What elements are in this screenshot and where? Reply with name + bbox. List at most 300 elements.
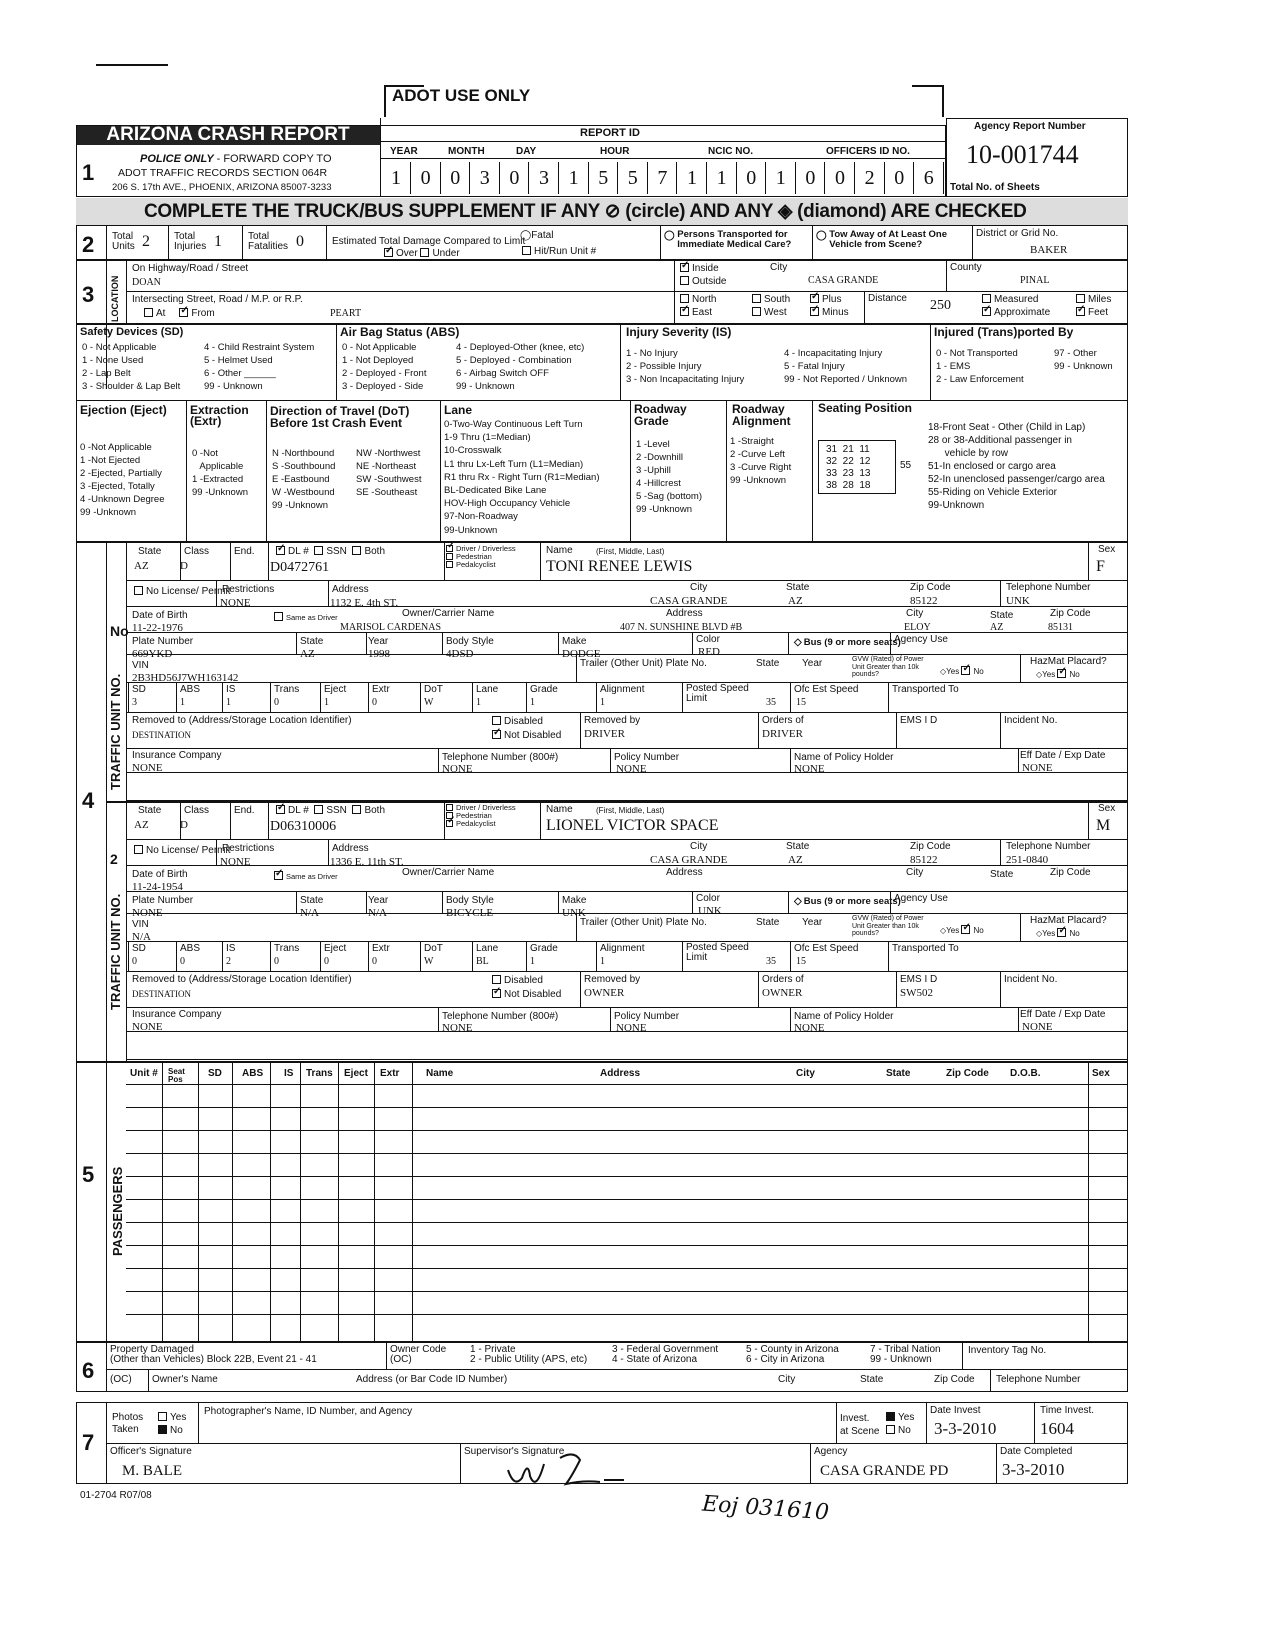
passenger-table — [126, 1062, 1128, 1342]
telephone-800[interactable]: NONE — [442, 763, 473, 775]
total-units-label: Total Units — [112, 231, 135, 252]
disabled-checkbox[interactable] — [492, 716, 501, 725]
vehicle-year[interactable]: N/A — [368, 907, 387, 919]
driver-state[interactable]: AZ — [788, 595, 803, 607]
passenger-header-is: IS — [284, 1068, 294, 1079]
make[interactable]: UNK — [562, 907, 586, 919]
hour-label: HOUR — [600, 146, 630, 157]
dot-code[interactable]: W — [424, 697, 434, 708]
report-id-digit: 6 — [915, 162, 944, 194]
miles-checkbox[interactable] — [1076, 294, 1085, 303]
transported-title: Injured (Trans)ported By — [934, 325, 1074, 339]
passenger-header-seat-pos: Seat Pos — [168, 1067, 185, 1084]
driver-checkbox[interactable] — [446, 804, 453, 811]
same-as-driver-checkbox[interactable] — [274, 871, 283, 880]
date-of-birth[interactable]: 11-24-1954 — [132, 881, 183, 893]
align-code[interactable]: 1 — [600, 956, 605, 967]
trailer-label: Trailer (Other Unit) Plate No. — [580, 917, 707, 928]
total-sheets: Total No. of Sheets — [950, 182, 1040, 193]
dl-number[interactable]: D06310006 — [270, 819, 337, 834]
passenger-row[interactable] — [126, 1084, 1128, 1085]
north-checkbox[interactable] — [680, 294, 689, 303]
plate-state[interactable]: N/A — [300, 907, 319, 919]
owner-state[interactable]: AZ — [990, 622, 1004, 633]
same-as-driver-checkbox[interactable] — [274, 612, 283, 621]
day-label: DAY — [516, 146, 537, 157]
supervisor-signature-label: Supervisor's Signature — [464, 1446, 565, 1457]
diamond-check-icon: ◈ — [777, 201, 793, 222]
owner-zip[interactable]: 85131 — [1048, 622, 1073, 633]
both-checkbox[interactable] — [352, 805, 361, 814]
eject-code[interactable]: 1 — [324, 697, 329, 708]
report-id-digit: 0 — [500, 162, 529, 194]
invest-yes-checkbox[interactable] — [886, 1412, 895, 1421]
owner-codes-b: 3 - Federal Government 4 - State of Arizona — [612, 1344, 719, 1365]
trailer-state-label: State — [756, 658, 780, 669]
traffic-unit-label-1: TRAFFIC UNIT NO. — [108, 673, 123, 790]
ssn-checkbox[interactable] — [314, 805, 323, 814]
diamond-text: (diamond) ARE CHECKED — [797, 201, 1027, 222]
dl-checkbox[interactable] — [276, 805, 285, 814]
passenger-row[interactable] — [126, 1176, 1128, 1177]
over-checkbox[interactable] — [384, 248, 393, 257]
circle-text: (circle) AND ANY — [625, 201, 773, 222]
total-units: 2 — [142, 233, 150, 250]
restrictions-label: Restrictions — [222, 584, 275, 595]
injury-title: Injury Severity (IS) — [626, 325, 732, 339]
removed-to[interactable]: DESTINATION — [132, 730, 191, 740]
pedalcyclist-checkbox[interactable] — [446, 561, 453, 568]
airbag-codes-b: 4 - Deployed-Other (knee, etc) 5 - Deployed - Combination 6 - Airbag Switch OFF 99 - Unknown — [456, 342, 585, 392]
policy-holder[interactable]: NONE — [794, 1022, 825, 1034]
address[interactable]: 1336 E. 11th ST. — [330, 856, 404, 868]
gvw-yes-diamond[interactable]: ◇ — [940, 926, 947, 935]
vehicle-year-label: Year — [368, 636, 389, 647]
photos-taken-label: Photos Taken — [112, 1412, 144, 1435]
highway: DOAN — [132, 277, 161, 288]
lane-codes: 0-Two-Way Continuous Left Turn 1-9 Thru (1=Median) 10-Crosswalk L1 thru Lx-Left Turn (L1=Median) R1 thru Rx - Right Turn (R1=Median) BL-Dedicated Bike Lane HOV-High Occupancy Vehicle 97-Non-Roadway 99-Unknown — [444, 419, 600, 536]
not-disabled-checkbox[interactable] — [492, 989, 501, 998]
owner-codes-c: 5 - County in Arizona 6 - City in Arizona — [746, 1344, 839, 1365]
owner-name[interactable]: MARISOL CARDENAS — [340, 622, 442, 633]
passenger-row[interactable] — [126, 1107, 1128, 1108]
distance-label: Distance — [868, 293, 907, 304]
agency-report-label: Agency Report Number — [974, 121, 1086, 132]
passenger-header-zip-code: Zip Code — [946, 1068, 989, 1079]
vin-label: VIN — [132, 919, 149, 930]
plate-state[interactable]: AZ — [300, 648, 315, 660]
city[interactable]: CASA GRANDE — [650, 854, 728, 866]
ofc-speed[interactable]: 15 — [796, 956, 806, 967]
agency-use-label: Agency Use — [894, 634, 948, 645]
bus-diamond[interactable]: ◇ — [794, 637, 802, 648]
agency-report-number: 10-001744 — [966, 140, 1079, 169]
report-id-digit: 1 — [560, 162, 589, 194]
eject-title: Ejection (Eject) — [80, 403, 167, 417]
adot-line: ADOT TRAFFIC RECORDS SECTION 064R — [118, 167, 328, 179]
make[interactable]: DODGE — [562, 648, 601, 660]
hazmat-yes-diamond[interactable]: ◇ — [1036, 929, 1043, 938]
extr-label: Extr — [372, 684, 390, 695]
zip[interactable]: 85122 — [910, 854, 938, 866]
endorsement-label: End. — [234, 805, 255, 816]
passenger-row[interactable] — [126, 1291, 1128, 1292]
photographer-label: Photographer's Name, ID Number, and Agency — [204, 1406, 413, 1417]
photos-no-checkbox[interactable] — [158, 1425, 167, 1434]
driver-name[interactable]: LIONEL VICTOR SPACE — [546, 817, 719, 834]
city-label: City — [690, 841, 708, 852]
restrictions[interactable]: NONE — [220, 597, 251, 609]
align-code[interactable]: 1 — [600, 697, 605, 708]
removed-by[interactable]: DRIVER — [584, 728, 625, 740]
not-disabled-checkbox[interactable] — [492, 730, 501, 739]
distance: 250 — [930, 298, 951, 313]
property-damaged-label: Property Damaged (Other than Vehicles) Block 22B, Event 21 - 41 — [110, 1344, 317, 1365]
hazmat-yes-diamond[interactable]: ◇ — [1036, 670, 1043, 679]
sd-code[interactable]: 3 — [132, 697, 137, 708]
grade-label: Grade — [530, 943, 558, 954]
class-label: Class — [184, 546, 210, 557]
state[interactable]: AZ — [134, 819, 149, 831]
total-fatalities: 0 — [296, 233, 304, 250]
orders-of[interactable]: OWNER — [762, 987, 803, 999]
persons-transported: Persons Transported for Immediate Medical Care? — [677, 229, 792, 250]
oc-label: (OC) — [110, 1374, 132, 1385]
plate-number[interactable]: 669YKD — [132, 648, 173, 660]
corner-mark — [96, 64, 168, 66]
color[interactable]: UNK — [698, 905, 722, 917]
seat-codes: 18-Front Seat - Other (Child in Lap) 28 or 38-Additional passenger in vehicle by row 51-In enclosed or cargo area 52-In unenclosed passenger/cargo area 55-Riding on Vehicle Exterior 99-Unknown — [928, 422, 1105, 511]
minus-checkbox[interactable] — [810, 307, 819, 316]
east-checkbox[interactable] — [680, 307, 689, 316]
plate-number-label: Plate Number — [132, 895, 194, 906]
vin[interactable]: N/A — [132, 931, 151, 943]
policy-number[interactable]: NONE — [616, 763, 647, 775]
passenger-row[interactable] — [126, 1153, 1128, 1154]
owner-zip-label: Zip Code — [1050, 867, 1091, 878]
driver-checkbox[interactable] — [446, 545, 453, 552]
owner-state-label: State — [990, 869, 1014, 880]
orders-of-label: Orders of — [762, 974, 804, 985]
gvw-label: GVW (Rated) of Power Unit Greater than 10k pounds? — [852, 915, 924, 937]
hazmat-label: HazMat Placard? — [1030, 915, 1107, 926]
driver-state[interactable]: AZ — [788, 854, 803, 866]
eject-label: Eject — [324, 943, 347, 954]
date-completed: 3-3-2010 — [1002, 1460, 1065, 1479]
align-codes: 1 -Straight 2 -Curve Left 3 -Curve Right 99 -Unknown — [730, 436, 792, 486]
injury-codes-a: 1 - No Injury 2 - Possible Injury 3 - Non Incapacitating Injury — [626, 348, 745, 385]
section-2-num: 2 — [82, 232, 95, 257]
date-of-birth-label: Date of Birth — [132, 610, 188, 621]
eff-date[interactable]: NONE — [1022, 1021, 1053, 1033]
arrow-right — [912, 85, 944, 117]
address-label: Address — [332, 584, 369, 595]
lane-title: Lane — [444, 403, 473, 417]
posted-speed[interactable]: 35 — [766, 697, 776, 708]
section-3-num: 3 — [82, 282, 95, 307]
passenger-row[interactable] — [126, 1245, 1128, 1246]
is-code[interactable]: 2 — [226, 956, 231, 967]
vehicle-year-label: Year — [368, 895, 389, 906]
removed-to[interactable]: DESTINATION — [132, 989, 191, 999]
plate-number[interactable]: NONE — [132, 907, 163, 919]
approximate-checkbox[interactable] — [982, 307, 991, 316]
month-label: MONTH — [448, 146, 485, 157]
gvw-no-checkbox[interactable] — [961, 925, 970, 934]
sd-label: SD — [132, 684, 146, 695]
year-label: YEAR — [390, 146, 418, 157]
report-id-digit: 0 — [826, 162, 855, 194]
extr-code[interactable]: 0 — [372, 697, 377, 708]
report-id-digit: 0 — [737, 162, 766, 194]
sd-label: SD — [132, 943, 146, 954]
measured-checkbox[interactable] — [982, 294, 991, 303]
seat-title: Seating Position — [818, 401, 913, 415]
eject-code[interactable]: 0 — [324, 956, 329, 967]
abs-code[interactable]: 1 — [180, 697, 185, 708]
passenger-row[interactable] — [126, 1314, 1128, 1315]
grade-code[interactable]: 1 — [530, 697, 535, 708]
is-code[interactable]: 1 — [226, 697, 231, 708]
report-id-digit: 1 — [382, 162, 411, 194]
trans-label: Trans — [274, 684, 300, 695]
report-id-digit: 0 — [441, 162, 470, 194]
passenger-header-unit: Unit # — [130, 1068, 158, 1079]
class[interactable]: D — [180, 560, 188, 572]
policy-number[interactable]: NONE — [616, 1022, 647, 1034]
passenger-header-extr: Extr — [380, 1068, 400, 1079]
sex[interactable]: F — [1096, 558, 1105, 575]
transported-codes-a: 0 - Not Transported 1 - EMS 2 - Law Enforcement — [936, 348, 1024, 385]
extr-code[interactable]: 0 — [372, 956, 377, 967]
section-5-num: 5 — [82, 1162, 95, 1187]
vin[interactable]: 2B3HD56J7WH163142 — [132, 672, 239, 684]
seat-grid: 31 21 11 32 22 12 33 23 13 38 28 18 — [826, 444, 871, 491]
time-invest: 1604 — [1040, 1419, 1074, 1438]
dl-checkbox[interactable] — [276, 546, 285, 555]
body-style[interactable]: 4DSD — [446, 648, 474, 660]
fatal-circle[interactable]: ◯ — [520, 230, 532, 241]
vehicle-year[interactable]: 1998 — [368, 648, 390, 660]
gvw-label: GVW (Rated) of Power Unit Greater than 10k pounds? — [852, 656, 924, 678]
phone[interactable]: UNK — [1006, 595, 1030, 607]
owner-city[interactable]: ELOY — [904, 622, 931, 633]
no-license-checkbox[interactable] — [134, 845, 143, 854]
at-checkbox[interactable] — [144, 308, 153, 317]
incident-label: Incident No. — [1004, 974, 1058, 985]
hazmat-no-checkbox[interactable] — [1057, 669, 1066, 678]
report-id-digit: 3 — [471, 162, 500, 194]
passenger-row[interactable] — [126, 1268, 1128, 1269]
color-label: Color — [696, 893, 720, 904]
inside-checkbox[interactable] — [680, 263, 689, 272]
unit-1-number: No — [110, 623, 129, 639]
safety-title: Safety Devices (SD) — [80, 326, 184, 338]
report-id-digit: 1 — [708, 162, 737, 194]
ncic-label: NCIC NO. — [708, 146, 753, 157]
safety-codes-b: 4 - Child Restraint System 5 - Helmet Used 6 - Other ______ 99 - Unknown — [204, 342, 315, 392]
ssn-checkbox[interactable] — [314, 546, 323, 555]
policy-number-label: Policy Number — [614, 752, 680, 763]
west-checkbox[interactable] — [752, 307, 761, 316]
report-id-digit: 5 — [619, 162, 648, 194]
body-style-label: Body Style — [446, 895, 494, 906]
owner-state-label: State — [990, 610, 1014, 621]
name-hint: (First, Middle, Last) — [596, 547, 665, 556]
ofc-speed-label: Ofc Est Speed — [794, 684, 859, 695]
form-number: 01-2704 R07/08 — [80, 1490, 152, 1501]
grade-title: Roadway Grade — [634, 402, 687, 428]
owner-name-label: Owner's Name — [152, 1374, 218, 1385]
report-id-digit: 3 — [530, 162, 559, 194]
color[interactable]: RED — [698, 646, 720, 658]
county: PINAL — [1020, 275, 1050, 286]
insurance-company-label: Insurance Company — [132, 750, 222, 761]
hazmat-label: HazMat Placard? — [1030, 656, 1107, 667]
outside-checkbox[interactable] — [680, 276, 689, 285]
report-id-digit: 0 — [412, 162, 441, 194]
phone-label: Telephone Number — [1006, 841, 1091, 852]
photos-yes-checkbox[interactable] — [158, 1412, 167, 1421]
eff-date-label: Eff Date / Exp Date — [1020, 750, 1106, 761]
south-checkbox[interactable] — [752, 294, 761, 303]
telephone-800[interactable]: NONE — [442, 1022, 473, 1034]
trailer-year-label: Year — [802, 658, 823, 669]
owner-address-label: Address (or Bar Code ID Number) — [356, 1374, 508, 1385]
hazmat-no-checkbox[interactable] — [1057, 928, 1066, 937]
lane-code[interactable]: 1 — [476, 697, 481, 708]
trans-label: Trans — [274, 943, 300, 954]
lane-label: Lane — [476, 684, 499, 695]
dot-codes-b: NW -Northwest NE -Northeast SW -Southwest SE -Southeast — [356, 448, 422, 498]
removed-by[interactable]: OWNER — [584, 987, 625, 999]
under-checkbox[interactable] — [420, 248, 429, 257]
trans-code[interactable]: 0 — [274, 956, 279, 967]
owner-zip-label: Zip Code — [1050, 608, 1091, 619]
removed-to-label: Removed to (Address/Storage Location Identifier) — [132, 715, 352, 726]
ofc-speed[interactable]: 15 — [796, 697, 806, 708]
disabled-checkbox[interactable] — [492, 975, 501, 984]
abs-label: ABS — [180, 943, 201, 954]
passenger-header-name: Name — [426, 1068, 454, 1079]
sd-code[interactable]: 0 — [132, 956, 137, 967]
invest-no-checkbox[interactable] — [886, 1425, 895, 1434]
address[interactable]: 1132 E. 4th ST. — [330, 597, 399, 609]
section-7-num: 7 — [82, 1430, 95, 1455]
orders-of-label: Orders of — [762, 715, 804, 726]
class[interactable]: D — [180, 819, 188, 831]
align-label: Alignment — [600, 684, 645, 695]
gvw-no-checkbox[interactable] — [961, 666, 970, 675]
feet-checkbox[interactable] — [1076, 307, 1085, 316]
posted-speed-label: Posted Speed Limit — [686, 942, 749, 963]
gvw-yes-diamond[interactable]: ◇ — [940, 667, 947, 676]
passenger-header-eject: Eject — [344, 1068, 368, 1079]
dl-number[interactable]: D0472761 — [270, 560, 330, 575]
officer-signature-label: Officer's Signature — [110, 1446, 192, 1457]
passenger-header-sd: SD — [208, 1068, 222, 1079]
eff-date[interactable]: NONE — [1022, 762, 1053, 774]
location-vertical-label: LOCATION — [110, 275, 120, 322]
from-checkbox[interactable] — [179, 308, 188, 317]
driver-state-label: State — [786, 582, 810, 593]
color-label: Color — [696, 634, 720, 645]
bus-diamond[interactable]: ◇ — [794, 896, 802, 907]
posted-speed[interactable]: 35 — [766, 956, 776, 967]
abs-code[interactable]: 0 — [180, 956, 185, 967]
insurance-company[interactable]: NONE — [132, 762, 163, 774]
removed-to-label: Removed to (Address/Storage Location Identifier) — [132, 974, 352, 985]
report-title-bar: ARIZONA CRASH REPORT — [76, 125, 380, 145]
zip[interactable]: 85122 — [910, 595, 938, 607]
plate-number-label: Plate Number — [132, 636, 194, 647]
city[interactable]: CASA GRANDE — [650, 595, 728, 607]
time-invest-label: Time Invest. — [1040, 1405, 1095, 1416]
owner-address[interactable]: 407 N. SUNSHINE BLVD #B — [620, 622, 743, 633]
driver-state-label: State — [786, 841, 810, 852]
removed-by-label: Removed by — [584, 715, 641, 726]
driver-name[interactable]: TONI RENEE LEWIS — [546, 558, 693, 575]
sex-label: Sex — [1098, 544, 1116, 555]
passenger-header-d-o-b: D.O.B. — [1010, 1068, 1041, 1079]
dot-code[interactable]: W — [424, 956, 434, 967]
dot-label: DoT — [424, 684, 443, 695]
body-style-label: Body Style — [446, 636, 494, 647]
passenger-row[interactable] — [126, 1130, 1128, 1131]
state[interactable]: AZ — [134, 560, 149, 572]
report-id-label: REPORT ID — [580, 127, 640, 139]
pedalcyclist-checkbox[interactable] — [446, 820, 453, 827]
sex[interactable]: M — [1096, 817, 1111, 834]
no-license-checkbox[interactable] — [134, 586, 143, 595]
restrictions[interactable]: NONE — [220, 856, 251, 868]
eff-date-label: Eff Date / Exp Date — [1020, 1009, 1106, 1020]
grade-code[interactable]: 1 — [530, 956, 535, 967]
ems-id[interactable]: SW502 — [900, 987, 933, 999]
date-of-birth[interactable]: 11-22-1976 — [132, 622, 183, 634]
both-checkbox[interactable] — [352, 546, 361, 555]
dot-title: Direction of Travel (DoT) Before 1st Crash Event — [270, 404, 410, 430]
phone[interactable]: 251-0840 — [1006, 854, 1049, 866]
policy-holder[interactable]: NONE — [794, 763, 825, 775]
insurance-company[interactable]: NONE — [132, 1021, 163, 1033]
report-id-digit: 7 — [648, 162, 677, 194]
agency-label: Agency — [814, 1446, 848, 1457]
orders-of[interactable]: DRIVER — [762, 728, 803, 740]
eject-codes: 0 -Not Applicable 1 -Not Ejected 2 -Ejected, Partially 3 -Ejected, Totally 4 -Unknown Degree 99 -Unknown — [80, 442, 165, 518]
damage-label: Estimated Total Damage Compared to Limit — [332, 236, 526, 247]
plus-checkbox[interactable] — [810, 294, 819, 303]
pedestrian-checkbox[interactable] — [446, 553, 453, 560]
city-label: City — [770, 262, 788, 273]
passenger-header-city: City — [796, 1068, 815, 1079]
owner-label: Owner/Carrier Name — [402, 608, 495, 619]
intersecting: PEART — [330, 308, 362, 319]
seat-55: 55 — [900, 460, 912, 471]
passenger-row[interactable] — [126, 1199, 1128, 1200]
restrictions-label: Restrictions — [222, 843, 275, 854]
hitrun-checkbox[interactable] — [522, 246, 531, 255]
lane-code[interactable]: BL — [476, 956, 489, 967]
owner-codes-a: 1 - Private 2 - Public Utility (APS, etc) — [470, 1344, 588, 1365]
city-label: City — [690, 582, 708, 593]
trans-code[interactable]: 0 — [274, 697, 279, 708]
highway-label: On Highway/Road / Street — [132, 263, 249, 274]
body-style[interactable]: BICYCLE — [446, 907, 494, 919]
county-label: County — [950, 262, 982, 273]
owner-label: Owner/Carrier Name — [402, 867, 495, 878]
passenger-row[interactable] — [126, 1222, 1128, 1223]
